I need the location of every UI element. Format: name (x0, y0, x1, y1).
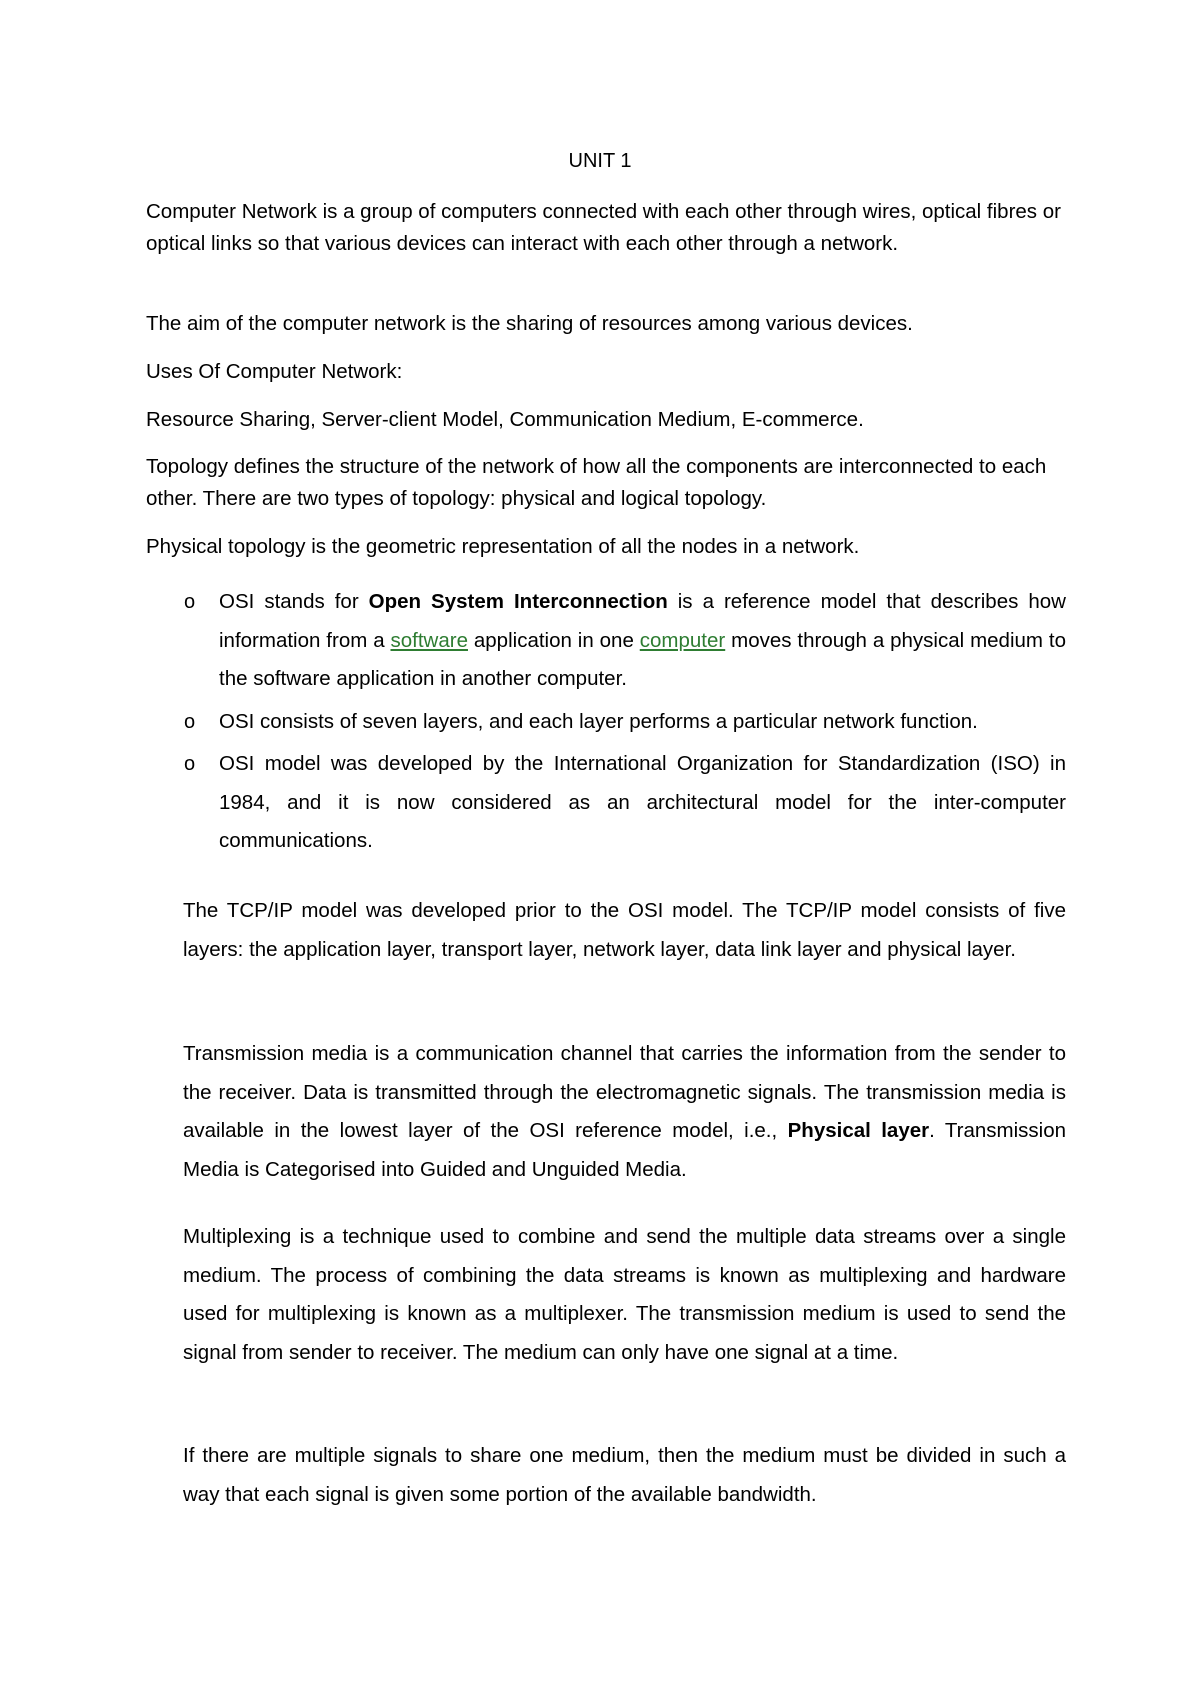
bullet-circle-icon: o (184, 753, 196, 775)
bullet-text: OSI model was developed by the International Organization for Standardization (ISO) in 1984, and it is now considered as an architectural model for the inter-computer communications. (219, 752, 1066, 852)
bullet-circle-icon: o (184, 710, 196, 733)
bullet-text: moves through a physical medium to the software application in another computer. (219, 628, 1066, 690)
paragraph-network-aim: The aim of the computer network is the sharing of resources among various devices. (146, 312, 913, 335)
paragraph-text: Transmission media is a communication channel that carries the information from the sender to the receiver. Data is transmitted through the electromagnetic signals. The transmission media is available in the lowest layer of the OSI reference model, i.e., (183, 1042, 1066, 1142)
bullet-text: OSI consists of seven layers, and each layer performs a particular network function. (219, 709, 978, 733)
paragraph-bandwidth-sharing: If there are multiple signals to share one medium, then the medium must be divided in such a way that each signal is given some portion of the available bandwidth. (183, 1444, 1066, 1506)
paragraph-physical-topology: Physical topology is the geometric representation of all the nodes in a network. (146, 535, 860, 558)
paragraph-topology: Topology defines the structure of the network of how all the components are interconnected to each other. There are two types of topology: physical and logical topology. (146, 455, 1047, 510)
bullet-text: is a reference model that describes how information from a (219, 590, 1066, 652)
bullet-text: OSI stands for (219, 590, 369, 613)
software-link[interactable]: software (390, 628, 468, 652)
paragraph-text: . Transmission Media is Categorised into Guided and Unguided Media. (183, 1119, 1066, 1181)
paragraph-uses-list: Resource Sharing, Server-client Model, Communication Medium, E-commerce. (146, 408, 864, 431)
list-item (146, 583, 1066, 699)
list-item (146, 703, 1066, 742)
bullet-circle-icon: o (184, 591, 196, 613)
bold-term-physical-layer: Physical layer (787, 1119, 930, 1142)
paragraph-tcpip: The TCP/IP model was developed prior to the OSI model. The TCP/IP model consists of five layers: the application layer, transport layer, network layer, data link layer and physical layer. (183, 899, 1066, 961)
bullet-text: application in one (467, 628, 640, 652)
paragraph-multiplexing: Multiplexing is a technique used to combine and send the multiple data streams over a single medium. The process of combining the data streams is known as multiplexing and hardware used for multiplexing is known as a multiplexer. The transmission medium is used to send the signal from sender to receiver. The medium can only have one signal at a time. (183, 1225, 1066, 1364)
page-title: UNIT 1 (568, 150, 632, 172)
paragraph-transmission-media (183, 1035, 1066, 1189)
paragraph-uses-heading: Uses Of Computer Network: (146, 360, 403, 383)
paragraph-network-definition: Computer Network is a group of computers connected with each other through wires, optical fibres or optical links so that various devices can interact with each other through a network. (146, 200, 1061, 255)
bold-term-osi: Open System Interconnection (368, 590, 668, 613)
computer-link[interactable]: computer (639, 628, 726, 652)
list-item (146, 745, 1066, 861)
osi-bullet-list (146, 583, 1066, 865)
